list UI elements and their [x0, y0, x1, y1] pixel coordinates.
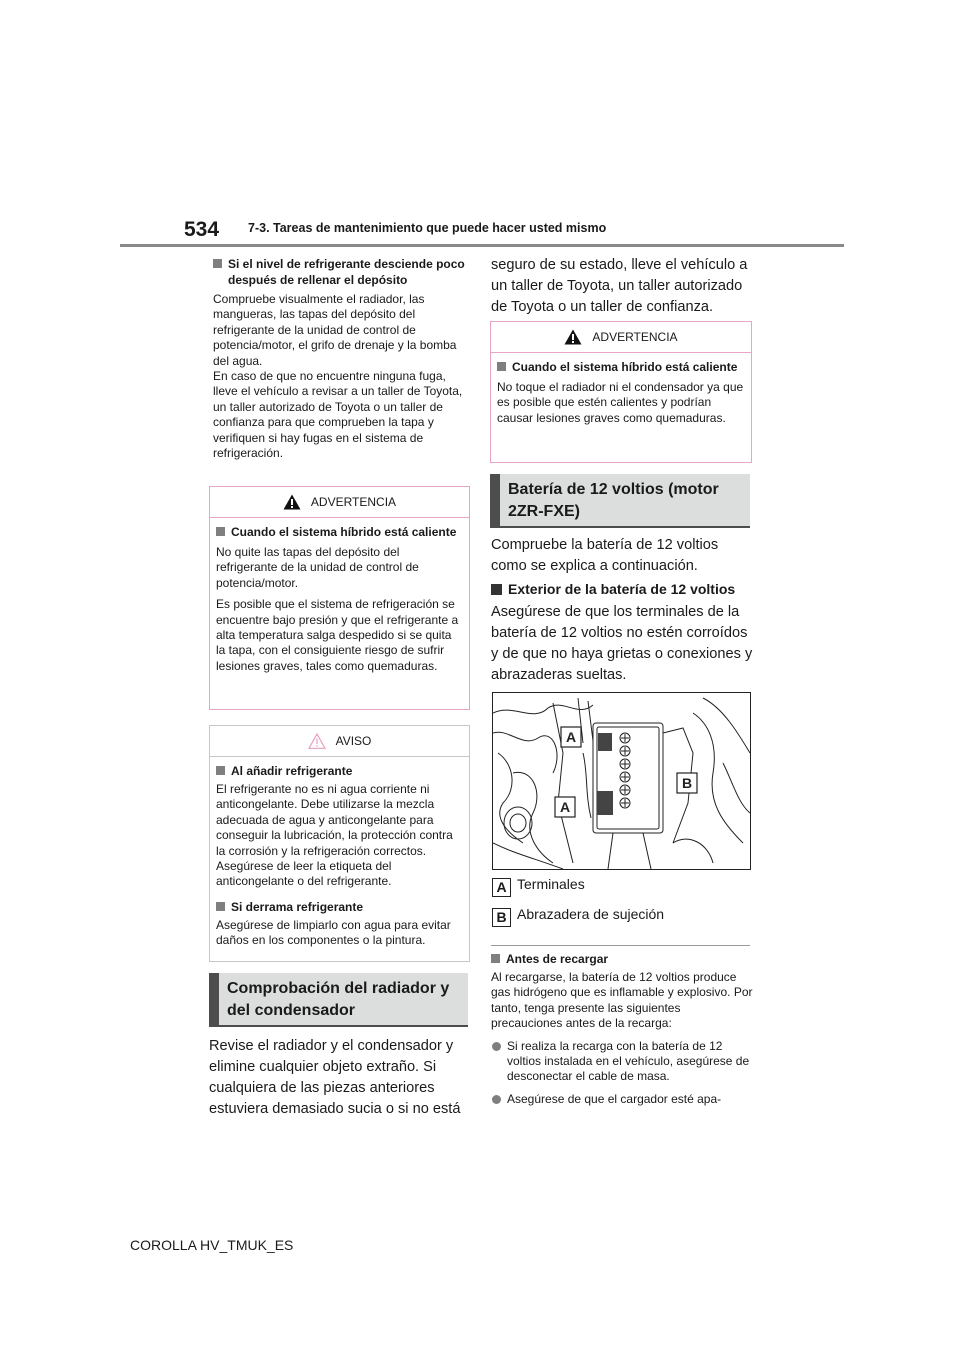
square-bullet-icon [497, 362, 506, 371]
square-bullet-icon [213, 259, 222, 268]
round-bullet-icon [492, 1095, 501, 1104]
svg-text:B: B [681, 775, 693, 791]
notice-text-2: Asegúrese de limpiarlo con agua para evitar daños en los componentes o la pintura. [216, 917, 451, 948]
warning-header [491, 322, 751, 353]
warning-header [210, 487, 469, 518]
page-number: 534 [184, 218, 220, 241]
header-rule [120, 244, 844, 247]
svg-text:A: A [565, 729, 577, 745]
notice-text-1: El refrigerante no es ni agua corriente ni anticongelante. Debe utilizarse la mezcla adecuada de agua y anticongelante para conseguir la lubricación, la protección contra la corrosión y la refrigeración correctos. Asegúrese de leer la etiqueta del anticongelante o del refrigerante. [216, 782, 453, 889]
warning-text: No toque el radiador ni el condensador ya que es posible que estén calientes y podrían causar lesiones graves como quemaduras. [497, 380, 744, 425]
notice-box [209, 725, 470, 962]
square-bullet-icon [216, 527, 225, 536]
section-heading-radiator: Comprobación del radiador y del condensador [209, 973, 468, 1027]
round-bullet-icon [492, 1042, 501, 1051]
recharge-note [491, 951, 753, 1107]
list-item: Si realiza la recarga con la batería de 12 voltios instalada en el vehículo, asegúrese de desconectar el cable de masa. [491, 1039, 753, 1085]
notice-heading-2: Si derrama refrigerante [216, 899, 462, 915]
coolant-heading: Si el nivel de refrigerante desciende poco después de rellenar el depósito [213, 256, 468, 288]
notice-header [210, 726, 469, 757]
label-a-top [561, 727, 581, 747]
section-heading-battery: Batería de 12 voltios (motor 2ZR-FXE) [490, 474, 750, 528]
warning-box-right [490, 321, 752, 463]
coolant-text-2: En caso de que no encuentre ninguna fuga, lleve el vehículo a revisar a un taller de Toyota, un taller autorizado de Toyota o un taller de confianza para que comprueben la tapa y verifiquen si hay fugas en el sistema de refrigeración. [213, 369, 463, 461]
recharge-text: Al recargarse, la batería de 12 voltios produce gas hidrógeno que es inflamable y explosivo. Por tanto, tenga presente las siguientes precauciones antes de la recarga: [491, 970, 753, 1031]
legend-abrazadera: B Abrazadera de sujeción [492, 906, 664, 927]
svg-text:A: A [559, 799, 571, 815]
warning-triangle-icon [283, 494, 301, 510]
battery-intro: Compruebe la batería de 12 voltios como se explica a continuación. [491, 537, 719, 574]
square-bullet-icon [216, 902, 225, 911]
notice-title: AVISO [335, 734, 372, 748]
exterior-heading: Exterior de la batería de 12 voltios [491, 581, 753, 597]
battery-illustration [492, 692, 751, 870]
warning-title: ADVERTENCIA [310, 495, 397, 509]
divider [491, 945, 750, 946]
footer-model: COROLLA HV_TMUK_ES [130, 1237, 294, 1253]
warning-heading: Cuando el sistema híbrido está caliente [216, 524, 462, 540]
coolant-note [213, 256, 468, 461]
legend-key-a: A [492, 878, 511, 897]
warning-title: ADVERTENCIA [592, 330, 678, 344]
engine-bay-drawing [493, 693, 750, 869]
label-a-bottom [555, 797, 575, 817]
coolant-text-1: Compruebe visualmente el radiador, las mangueras, las tapas del depósito del refrigerante de la unidad de control de potencia/motor, el grifo de drenaje y la bomba del agua. [213, 292, 457, 368]
legend-key-b: B [492, 908, 511, 927]
warning-text-2: Es posible que el sistema de refrigeración se encuentre bajo presión y que el refrigerante a alta temperatura salga despedido si se quita la tapa, con el consiguiente riesgo de sufrir lesiones graves, tales como quemaduras. [216, 597, 459, 673]
square-bullet-icon [216, 766, 225, 775]
warning-heading: Cuando el sistema híbrido está caliente [497, 359, 744, 375]
exterior-text: Asegúrese de que los terminales de la batería de 12 voltios no estén corroídos y de que no haya grietas o conexiones y abrazaderas sueltas. [491, 604, 753, 683]
continued-text: seguro de su estado, lleve el vehículo a un taller de Toyota, un taller autorizado de Toyota o un taller de confianza. [491, 257, 748, 315]
legend-terminales: A Terminales [492, 876, 585, 897]
radiator-text: Revise el radiador y el condensador y elimine cualquier objeto extraño. Si cualquiera de las piezas anteriores estuviera demasiado sucia o si no está [209, 1038, 461, 1117]
recharge-heading: Antes de recargar [491, 951, 753, 967]
square-bullet-icon [491, 954, 500, 963]
label-b [677, 773, 697, 793]
warning-text-1: No quite las tapas del depósito del refrigerante de la unidad de control de potencia/motor. [216, 545, 419, 590]
notice-heading-1: Al añadir refrigerante [216, 763, 462, 779]
section-title: 7-3. Tareas de mantenimiento que puede hacer usted mismo [248, 221, 607, 235]
list-item: Asegúrese de que el cargador esté apa- [491, 1092, 753, 1107]
warning-triangle-icon [564, 329, 582, 345]
notice-triangle-icon [308, 733, 326, 749]
square-bullet-icon [491, 584, 502, 595]
warning-box-left [209, 486, 470, 710]
